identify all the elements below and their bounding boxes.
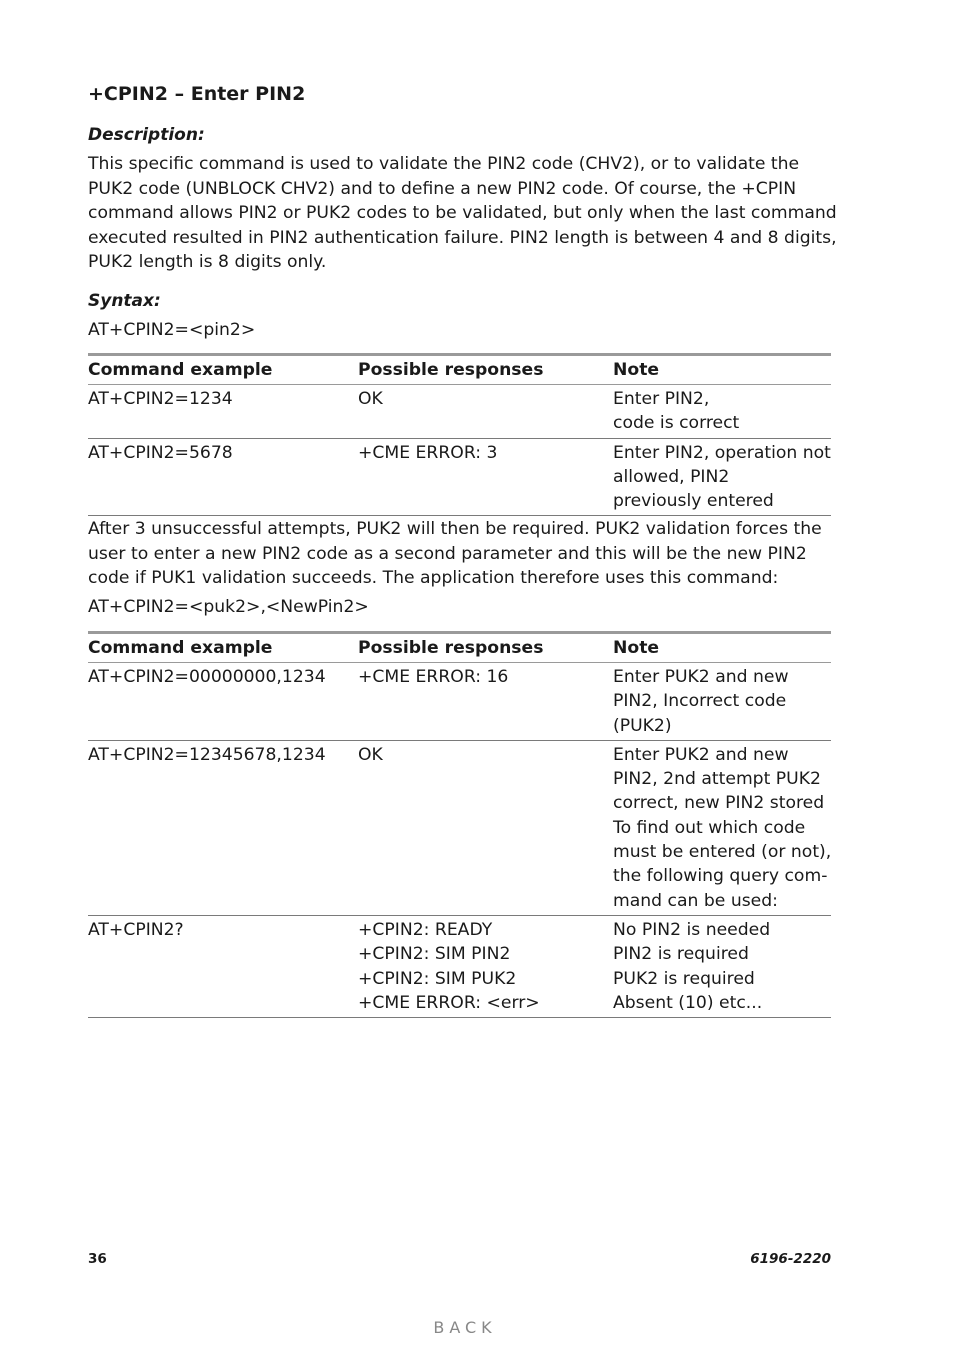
column-header-note: Note bbox=[613, 633, 831, 663]
response-text: OK bbox=[358, 744, 383, 765]
note-text: No PIN2 is needed bbox=[613, 919, 771, 940]
note-cell bbox=[613, 438, 831, 516]
table-row bbox=[88, 438, 831, 516]
syntax-heading: Syntax: bbox=[88, 291, 161, 311]
description-paragraph bbox=[88, 152, 837, 275]
response-cell bbox=[358, 663, 613, 741]
document-number: 6196-2220 bbox=[750, 1251, 831, 1267]
section-title: +CPIN2 – Enter PIN2 bbox=[88, 83, 306, 105]
command-text: AT+CPIN2=12345678,1234 bbox=[88, 744, 326, 765]
column-header-note: Note bbox=[613, 355, 831, 385]
paragraph-line: After 3 unsuccessful attempts, PUK2 will then be required. PUK2 validation forces the bbox=[88, 519, 822, 539]
note-text: correct, new PIN2 stored bbox=[613, 793, 825, 814]
response-text: +CPIN2: READY bbox=[358, 919, 493, 940]
response-cell bbox=[358, 438, 613, 516]
command-table-pin2 bbox=[88, 353, 831, 516]
description-line: command allows PIN2 or PUK2 codes to be validated, but only when the last command bbox=[88, 203, 837, 223]
response-cell bbox=[358, 385, 613, 439]
table-header-row bbox=[88, 355, 831, 385]
command-text: AT+CPIN2=5678 bbox=[88, 442, 233, 463]
command-cell bbox=[88, 438, 358, 516]
table-row bbox=[88, 740, 831, 915]
description-line: PUK2 length is 8 digits only. bbox=[88, 252, 327, 272]
note-text: Enter PIN2, operation not bbox=[613, 442, 831, 463]
note-text: code is correct bbox=[613, 413, 740, 434]
response-text: +CME ERROR: <err> bbox=[358, 992, 540, 1013]
note-text: Enter PIN2, bbox=[613, 389, 710, 409]
response-text: +CPIN2: SIM PUK2 bbox=[358, 968, 517, 989]
paragraph-line: code if PUK1 validation succeeds. The application therefore uses this command: bbox=[88, 568, 779, 588]
description-line: PUK2 code (UNBLOCK CHV2) and to define a new PIN2 code. Of course, the +CPIN bbox=[88, 178, 797, 199]
response-text: +CME ERROR: 3 bbox=[358, 442, 498, 463]
back-link[interactable]: BACK bbox=[433, 1318, 497, 1337]
page-number: 36 bbox=[88, 1251, 107, 1267]
description-heading: Description: bbox=[88, 125, 205, 145]
description-line: executed resulted in PIN2 authentication failure. PIN2 length is between 4 and 8 digits, bbox=[88, 227, 837, 248]
command-text: AT+CPIN2=1234 bbox=[88, 389, 233, 409]
table-row bbox=[88, 915, 831, 1017]
note-text: must be entered (or not), bbox=[613, 842, 832, 863]
command-cell bbox=[88, 663, 358, 741]
response-cell bbox=[358, 740, 613, 915]
response-text: +CPIN2: SIM PIN2 bbox=[358, 944, 511, 965]
response-text: OK bbox=[358, 389, 383, 409]
note-text: Enter PUK2 and new bbox=[613, 667, 789, 687]
command-cell bbox=[88, 740, 358, 915]
response-cell bbox=[358, 915, 613, 1017]
table-row bbox=[88, 385, 831, 439]
column-header-command: Command example bbox=[88, 355, 358, 385]
note-cell bbox=[613, 915, 831, 1017]
command-table-puk2 bbox=[88, 631, 831, 1018]
note-text: Enter PUK2 and new bbox=[613, 744, 789, 765]
command-text: AT+CPIN2=00000000,1234 bbox=[88, 667, 326, 687]
command-cell bbox=[88, 915, 358, 1017]
note-text: previously entered bbox=[613, 491, 774, 512]
note-text: the following query com- bbox=[613, 866, 828, 887]
command-cell bbox=[88, 385, 358, 439]
puk2-command: AT+CPIN2=<puk2>,<NewPin2> bbox=[88, 597, 369, 617]
column-header-responses: Possible responses bbox=[358, 355, 613, 385]
table-row bbox=[88, 663, 831, 741]
note-text: allowed, PIN2 bbox=[613, 466, 730, 487]
note-text: PUK2 is required bbox=[613, 968, 755, 989]
note-text: PIN2 is required bbox=[613, 944, 749, 965]
response-text: +CME ERROR: 16 bbox=[358, 667, 509, 687]
table-header-row bbox=[88, 633, 831, 663]
note-cell bbox=[613, 385, 831, 439]
note-text: PIN2, Incorrect code bbox=[613, 691, 787, 712]
note-text: To find out which code bbox=[613, 817, 806, 838]
command-text: AT+CPIN2? bbox=[88, 919, 184, 940]
note-text: mand can be used: bbox=[613, 890, 778, 911]
note-text: PIN2, 2nd attempt PUK2 bbox=[613, 769, 821, 790]
column-header-command: Command example bbox=[88, 633, 358, 663]
note-cell bbox=[613, 663, 831, 741]
column-header-responses: Possible responses bbox=[358, 633, 613, 663]
note-text: Absent (10) etc... bbox=[613, 992, 763, 1013]
puk2-paragraph bbox=[88, 517, 831, 591]
description-line: This specific command is used to validate the PIN2 code (CHV2), or to validate the bbox=[88, 154, 800, 174]
note-cell bbox=[613, 740, 831, 915]
syntax-command: AT+CPIN2=<pin2> bbox=[88, 320, 256, 340]
note-text: (PUK2) bbox=[613, 715, 672, 736]
paragraph-line: user to enter a new PIN2 code as a second parameter and this will be the new PIN2 bbox=[88, 543, 807, 564]
